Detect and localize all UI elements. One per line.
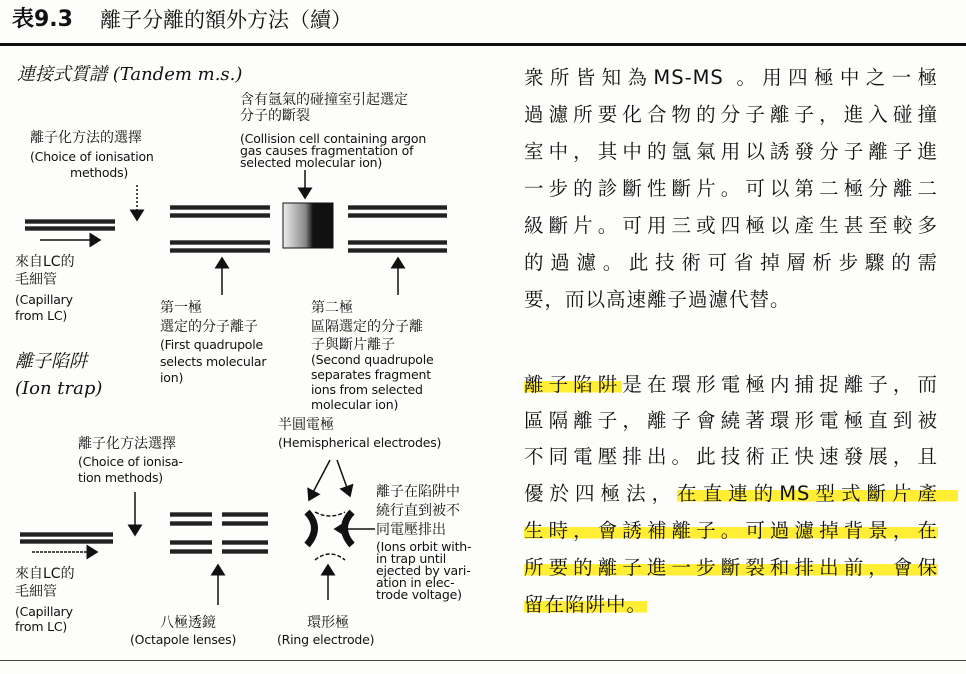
body-line: 一步的診斷性斷片。可以第二極分離二 — [524, 177, 938, 200]
ion-trap-electrodes — [307, 512, 352, 560]
octapole-rod — [222, 540, 268, 545]
body-line: 不同電壓排出。此技術正快速發展，且 — [524, 445, 938, 468]
body-line — [524, 375, 938, 395]
orbit-label-en: in trap until — [376, 551, 447, 566]
capillary-label-en: from LC) — [15, 619, 68, 634]
orbit-label-en: ation in elec- — [376, 575, 455, 590]
q1-label-en: (First quadrupole — [160, 337, 264, 352]
orbit-label-en: trode voltage) — [376, 587, 462, 602]
ring-label-zh: 環形極 — [307, 615, 349, 631]
ionisation-label-en: (Choice of ionisa- — [78, 454, 183, 469]
capillary-tube — [25, 226, 115, 231]
body-line: 區隔離子，離子會繞著環形電極直到被 — [524, 409, 938, 432]
tandem-title: 連接式質譜 (Tandem m.s.) — [17, 64, 243, 85]
octapole-rod — [170, 549, 212, 554]
body-line: 級斷片。可用三或四極以產生甚至較多 — [524, 214, 938, 237]
body-line: 室中，其中的氬氣用以誘發分子離子進 — [524, 140, 938, 163]
capillary-label-zh: 來自LC的 — [15, 254, 75, 270]
octapole-label-en: (Octapole lenses) — [130, 632, 237, 647]
octapole-rod — [222, 521, 268, 526]
highlighted-text: 在直連的MS型式斷片產 — [677, 482, 958, 505]
q2-label-en: molecular ion) — [311, 397, 399, 412]
capillary-label-zh: 毛細管 — [15, 584, 57, 600]
quadrupole-2-rod — [348, 240, 447, 245]
body-line: 的過濾。此技術可省掉層析步驟的需 — [524, 251, 938, 274]
capillary-label-zh: 來自LC的 — [15, 566, 75, 582]
collision-cell — [283, 203, 333, 248]
body-line: 衆所皆知為MS-MS 。用四極中之一極 — [524, 66, 938, 89]
quadrupole-2-rod — [348, 213, 447, 218]
quadrupole-2-rod — [348, 248, 447, 253]
capillary-tube — [20, 532, 113, 537]
table-title: 離子分離的額外方法（續） — [100, 8, 352, 32]
collision-label-zh: 分子的斷裂 — [240, 108, 310, 124]
q1-label-en: ion) — [160, 370, 184, 385]
capillary-label-zh: 毛細管 — [15, 272, 57, 288]
q2-label-zh: 子與斷片離子 — [311, 337, 395, 353]
iontrap-title-zh: 離子陷阱 — [15, 351, 87, 372]
ring-label-en: (Ring electrode) — [277, 632, 375, 647]
table-number: 表9.3 — [12, 7, 73, 32]
body-line — [524, 521, 938, 541]
body-text: 優於四極法， — [524, 482, 678, 505]
capillary-tube — [25, 219, 115, 224]
q2-label-en: (Second quadrupole — [311, 352, 434, 367]
capillary-label-en: from LC) — [15, 308, 68, 323]
q2-label-en: ions from selected — [311, 382, 423, 397]
body-line — [524, 595, 647, 615]
footer-rule — [0, 660, 966, 661]
orbit-label-zh: 同電壓排出 — [376, 522, 446, 538]
orbit-label-en: (Ions orbit with- — [376, 539, 472, 554]
body-line — [524, 484, 938, 504]
collision-label-en: selected molecular ion) — [240, 155, 383, 170]
quadrupole-1-rod — [170, 248, 270, 253]
capillary-tube — [20, 539, 113, 544]
octapole-rod — [170, 540, 212, 545]
ionisation-label-en: tion methods) — [78, 470, 163, 485]
orbit-label-zh: 繞行直到被不 — [376, 503, 460, 519]
capillary-label-en: (Capillary — [15, 292, 73, 307]
q2-label-zh: 區隔選定的分子離 — [311, 319, 423, 335]
octapole-rod — [222, 549, 268, 554]
highlighted-text: 離子陷阱 — [524, 373, 623, 396]
q1-label-zh: 第一極 — [160, 300, 202, 316]
hemi-label-en: (Hemispherical electrodes) — [278, 435, 442, 450]
body-line: 要，而以高速離子過濾代替。 — [524, 288, 791, 311]
quadrupole-1-rod — [170, 240, 270, 245]
iontrap-title-en: (Ion trap) — [15, 378, 103, 399]
ionisation-label-en: (Choice of ionisation — [30, 149, 154, 164]
octapole-rod — [170, 512, 212, 517]
capillary-label-en: (Capillary — [15, 604, 73, 619]
body-line — [524, 558, 938, 578]
hemi-label-zh: 半圓電極 — [278, 417, 334, 433]
highlighted-text: 所要的離子進一步斷裂和排出前，會保 — [524, 556, 938, 579]
ionisation-label-zh: 離子化方法的選擇 — [30, 130, 142, 146]
ionisation-label-en: methods) — [70, 165, 129, 180]
highlighted-text: 生時，會誘補離子。可過濾掉背景，在 — [524, 519, 938, 542]
orbit-label-zh: 離子在陷阱中 — [376, 484, 460, 500]
q2-label-zh: 第二極 — [311, 300, 353, 316]
quadrupole-1-rod — [170, 213, 270, 218]
orbit-label-en: ejected by vari- — [376, 563, 471, 578]
quadrupole-2-rod — [348, 205, 447, 210]
octapole-rod — [170, 521, 212, 526]
q1-label-zh: 選定的分子離子 — [160, 319, 258, 335]
octapole-label-zh: 八極透鏡 — [160, 615, 216, 631]
collision-label-en: (Collision cell containing argon — [240, 131, 427, 146]
collision-label-en: gas causes fragmentation of — [240, 143, 414, 158]
q1-label-en: selects molecular — [160, 354, 267, 369]
octapole-rod — [222, 512, 268, 517]
highlighted-text: 留在陷阱中。 — [524, 593, 648, 616]
body-text: 是在環形電極内捕捉離子，而 — [622, 373, 938, 396]
q2-label-en: separates fragment — [311, 367, 431, 382]
ionisation-label-zh: 離子化方法選擇 — [78, 436, 176, 452]
quadrupole-1-rod — [170, 205, 270, 210]
body-line: 過濾所要化合物的分子離子，進入碰撞 — [524, 103, 938, 126]
collision-label-zh: 含有氬氣的碰撞室引起選定 — [240, 92, 408, 108]
